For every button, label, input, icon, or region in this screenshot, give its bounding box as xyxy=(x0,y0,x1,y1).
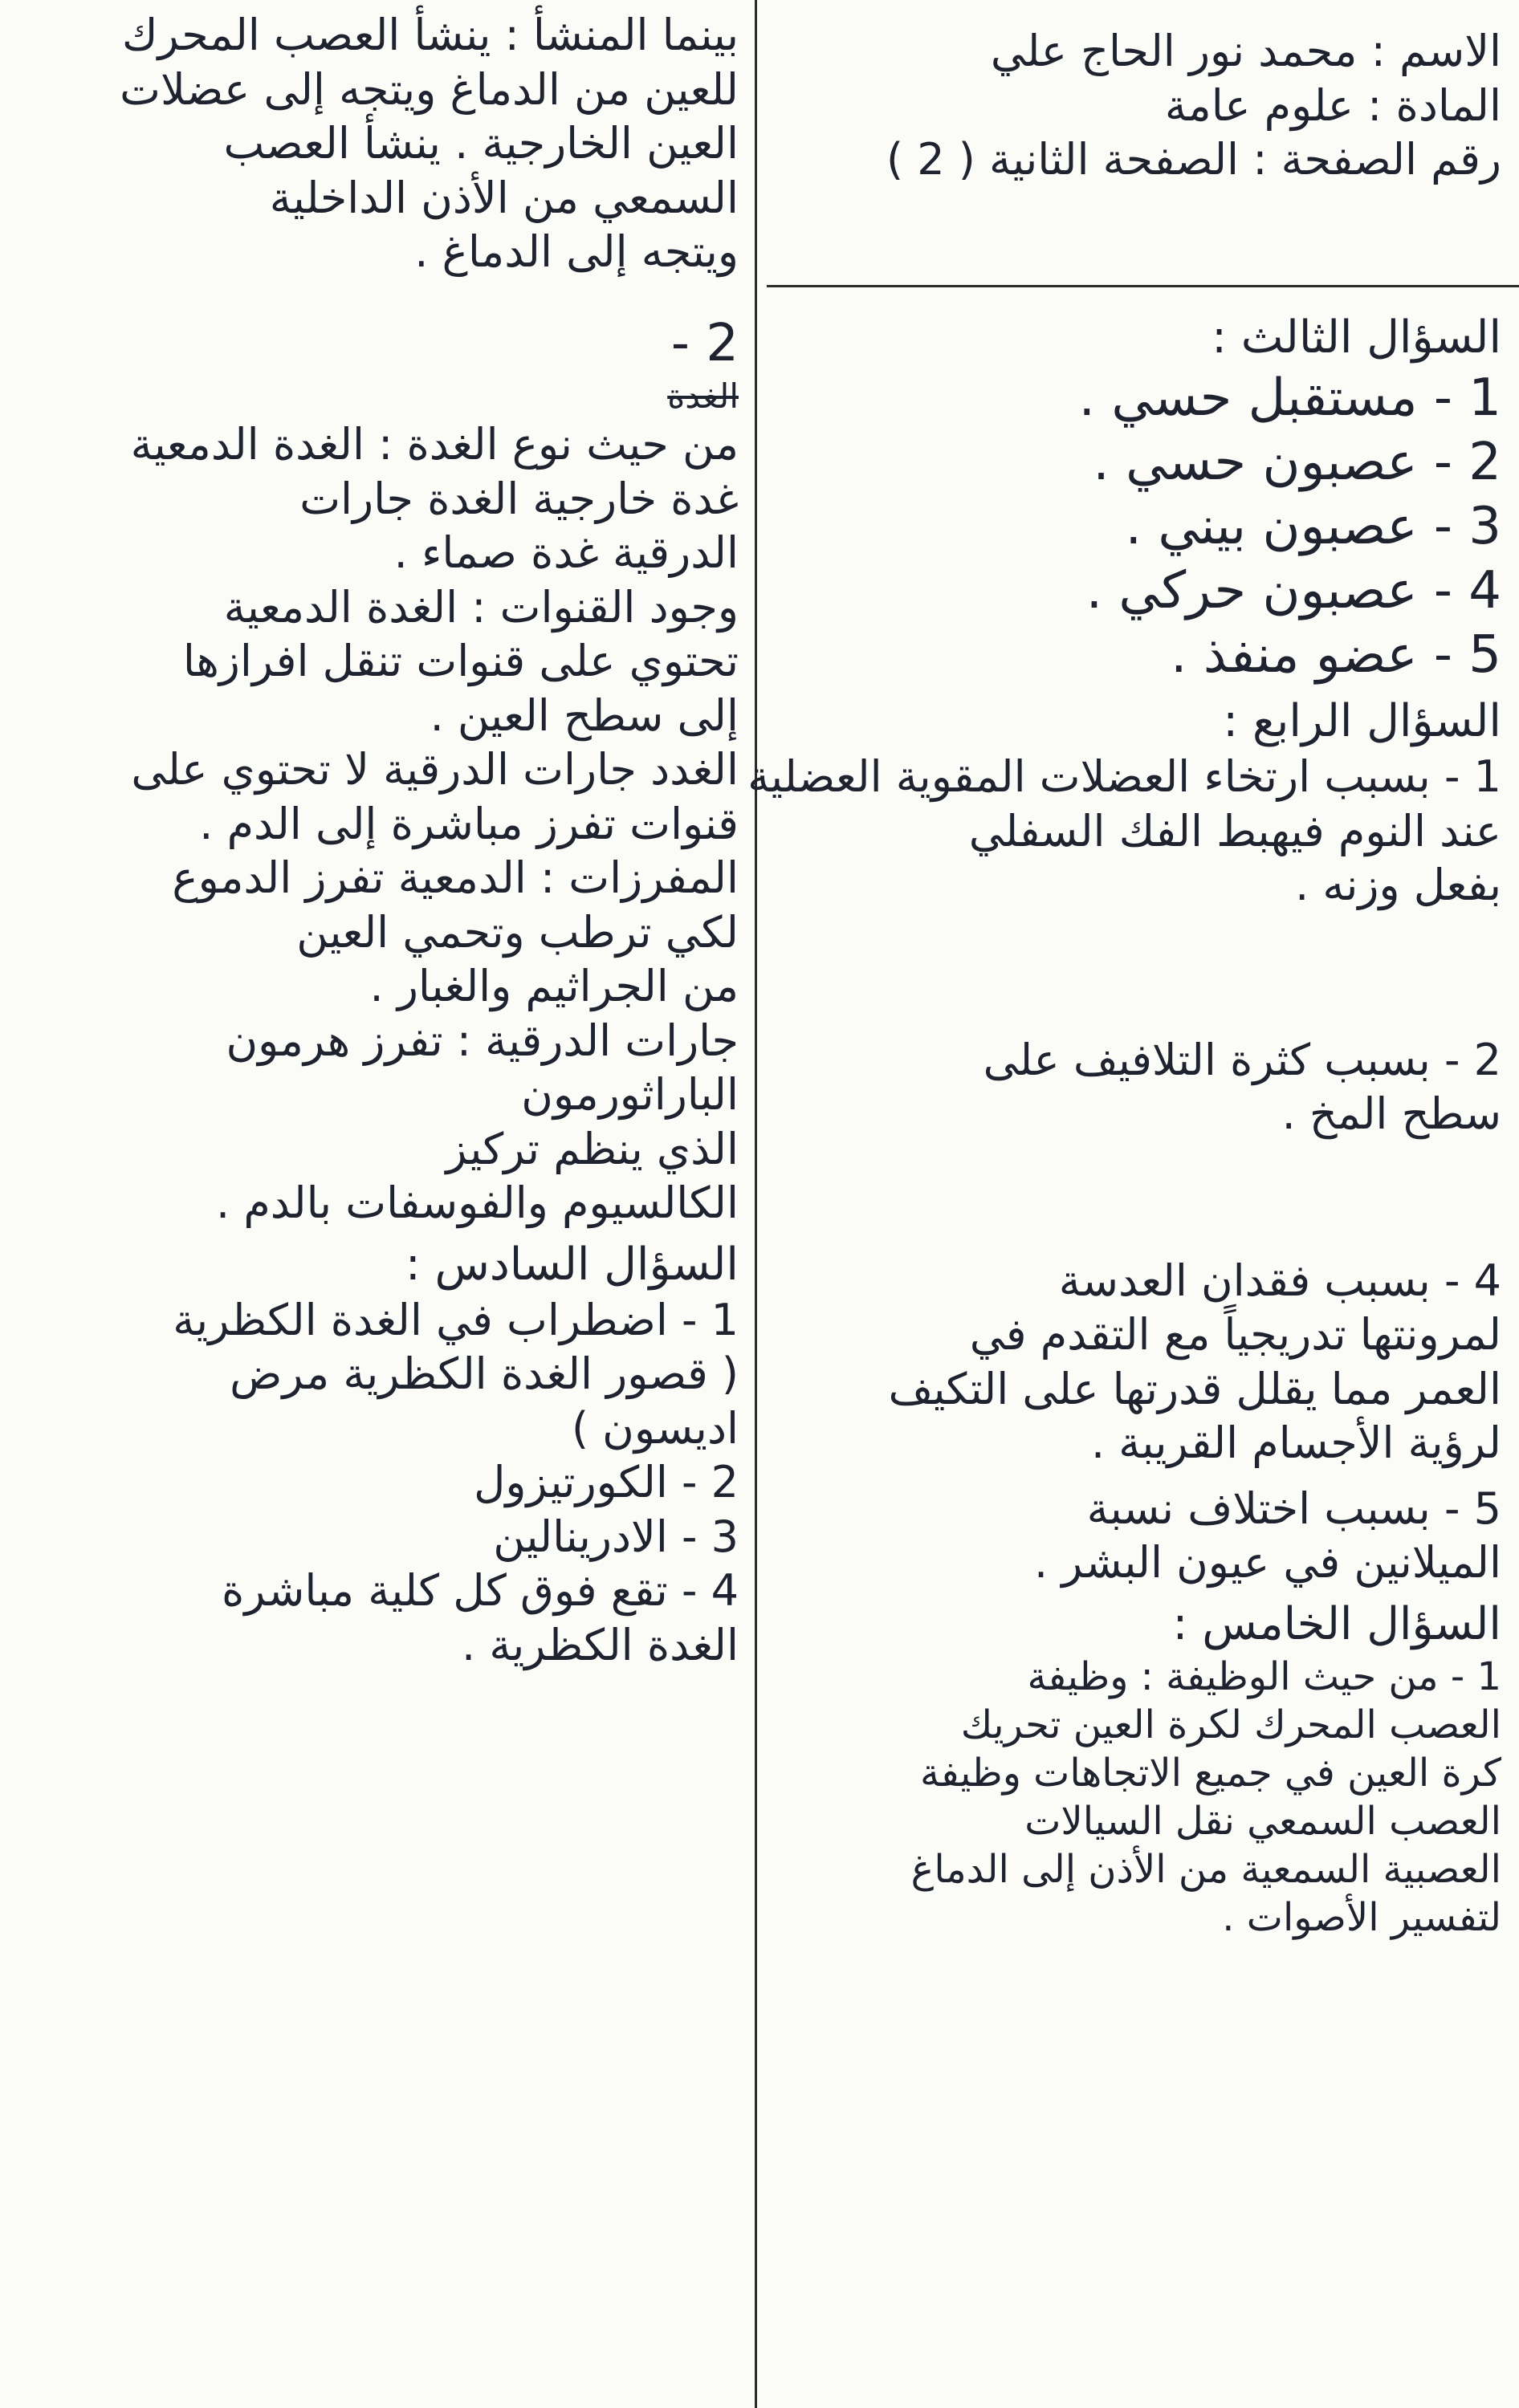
q4-answer-line: الميلانين في عيون البشر . xyxy=(1033,1537,1501,1588)
q4-answer-line: 1 - بسبب ارتخاء العضلات المقوية العضلية xyxy=(747,751,1501,802)
nerve-origin-line: بينما المنشأ : ينشأ العصب المحرك xyxy=(121,10,739,60)
glands-line: من حيث نوع الغدة : الغدة الدمعية xyxy=(130,419,739,470)
glands-line: الدرقية غدة صماء . xyxy=(393,527,739,578)
subject: المادة : علوم عامة xyxy=(1164,79,1501,131)
nerve-origin-line: للعين من الدماغ ويتجه إلى عضلات xyxy=(120,63,739,115)
q3-item: 4 - عصبون حركي . xyxy=(1085,561,1501,620)
glands-line: لكي ترطب وتحمي العين xyxy=(296,906,739,958)
glands-line: من الجراثيم والغبار . xyxy=(369,961,739,1011)
q3-item: 1 - مستقبل حسي . xyxy=(1078,368,1501,428)
student-name: الاسم : محمد نور الحاج علي xyxy=(990,26,1501,76)
q5-answer-line: كرة العين في جميع الاتجاهات وظيفة xyxy=(919,1750,1501,1796)
q5-answer-line: العصب السمعي نقل السيالات xyxy=(1024,1798,1501,1844)
q4-title: السؤال الرابع : xyxy=(1223,695,1501,747)
q6-answer-line: 4 - تقع فوق كل كلية مباشرة xyxy=(222,1565,739,1616)
q6-answer-line: 2 - الكورتيزول xyxy=(474,1457,739,1507)
q5-answer-line: 1 - من حيث الوظيفة : وظيفة xyxy=(1027,1653,1501,1699)
crossed-out-mark xyxy=(775,913,1501,1033)
q5-answer-line: العصبية السمعية من الأذن إلى الدماغ xyxy=(910,1846,1501,1892)
q4-answer-line: سطح المخ . xyxy=(1281,1088,1501,1139)
glands-line: المفرزات : الدمعية تفرز الدموع xyxy=(172,852,739,903)
q6-answer-line: اديسون ) xyxy=(571,1402,739,1454)
q3-item: 2 - عصبون حسي . xyxy=(1093,433,1501,492)
glands-line: إلى سطح العين . xyxy=(430,689,739,741)
item-2-number: 2 - xyxy=(670,313,739,373)
q6-answer-line: الغدة الكظرية . xyxy=(462,1619,739,1670)
q4-answer-line: بفعل وزنه . xyxy=(1295,860,1501,910)
right-column xyxy=(767,24,1513,187)
glands-line: وجود القنوات : الغدة الدمعية xyxy=(223,581,739,633)
q4-answer-line: لمرونتها تدريجياً مع التقدم في xyxy=(969,1309,1501,1360)
glands-line: الباراثورمون xyxy=(521,1069,739,1120)
q3-title: السؤال الثالث : xyxy=(1212,311,1501,364)
q4-answer-line: عند النوم فيهبط الفك السفلي xyxy=(968,805,1501,856)
q6-title: السؤال السادس : xyxy=(405,1238,739,1291)
page-number: رقم الصفحة : الصفحة الثانية ( 2 ) xyxy=(886,134,1501,185)
q5-answer-line: لتفسير الأصوات . xyxy=(1222,1894,1501,1940)
q3-item: 3 - عصبون بيني . xyxy=(1125,497,1501,556)
glands-line: الغدد جارات الدرقية لا تحتوي على xyxy=(131,744,739,795)
q3-item: 5 - عضو منفذ . xyxy=(1171,625,1501,685)
q5-title: السؤال الخامس : xyxy=(1172,1597,1501,1650)
glands-line: الذي ينظم تركيز xyxy=(446,1123,739,1174)
column-divider xyxy=(755,0,757,2408)
q6-answer-line: ( قصور الغدة الكظرية مرض xyxy=(230,1348,739,1399)
q5-answer-line: العصب المحرك لكرة العين تحريك xyxy=(960,1702,1501,1747)
q4-answer-line: 5 - بسبب اختلاف نسبة xyxy=(1086,1483,1501,1534)
q4-answer-line: لرؤية الأجسام القريبة . xyxy=(1090,1418,1501,1468)
q4-answer-line: العمر مما يقلل قدرتها على التكيف xyxy=(888,1363,1501,1414)
right-answers xyxy=(747,303,1513,1942)
glands-line: غدة خارجية الغدة جارات xyxy=(299,473,739,524)
struck-word: الغدة xyxy=(667,376,739,416)
glands-line: قنوات تفرز مباشرة إلى الدم . xyxy=(199,798,739,849)
glands-line: الكالسيوم والفوسفات بالدم . xyxy=(216,1178,739,1228)
nerve-origin-line: السمعي من الأذن الداخلية xyxy=(269,172,739,223)
crossed-out-mark xyxy=(775,1141,1501,1254)
nerve-origin-line: العين الخارجية . ينشأ العصب xyxy=(223,118,739,169)
q4-answer-line: 4 - بسبب فقدان العدسة xyxy=(1058,1255,1501,1306)
q6-answer-line: 1 - اضطراب في الغدة الكظرية xyxy=(173,1294,739,1345)
glands-line: تحتوي على قنوات تنقل افرازها xyxy=(182,636,739,686)
q6-answer-line: 3 - الادرينالين xyxy=(493,1511,739,1562)
student-header xyxy=(775,24,1501,187)
q4-answer-line: 2 - بسبب كثرة التلافيف على xyxy=(983,1034,1501,1085)
header-rule xyxy=(767,285,1519,287)
left-column xyxy=(0,8,747,1672)
glands-line: جارات الدرقية : تفرز هرمون xyxy=(226,1015,739,1066)
nerve-origin-line: ويتجه إلى الدماغ . xyxy=(414,226,739,277)
